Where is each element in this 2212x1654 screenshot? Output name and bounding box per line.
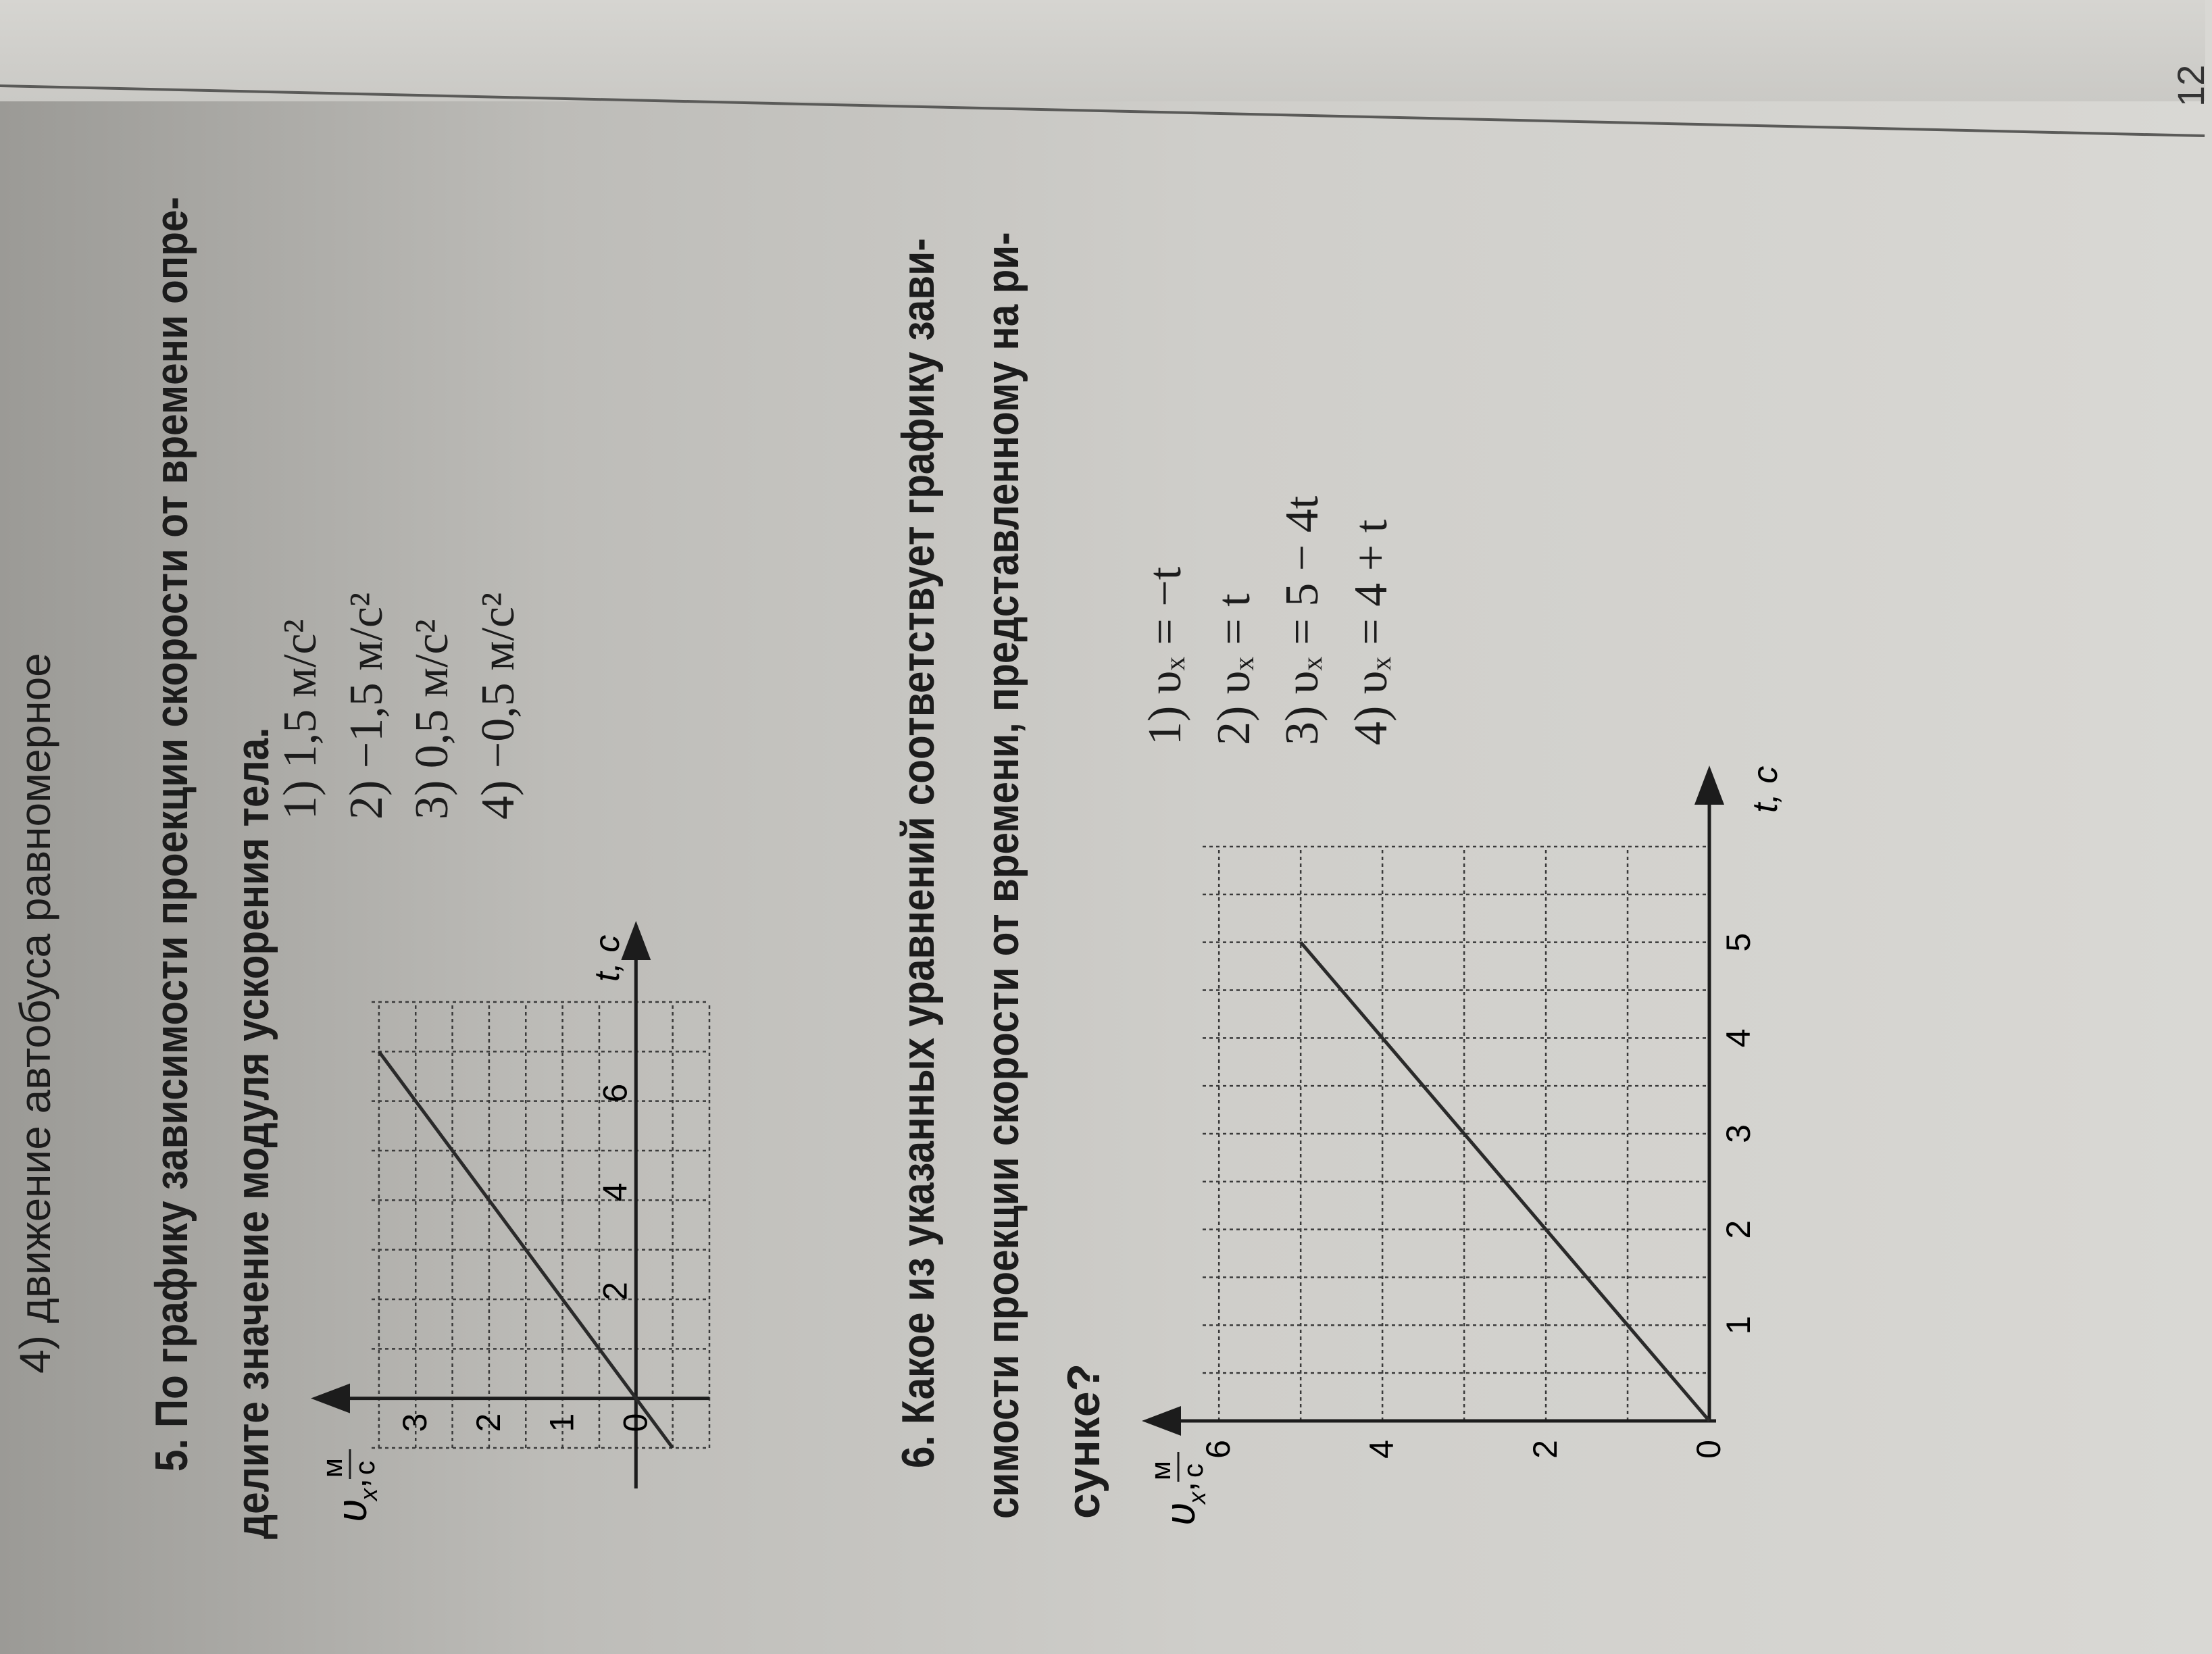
q5-x-label: t, с: [588, 934, 627, 982]
q5-x-tick-label: 6: [596, 1083, 634, 1103]
q6-y-label-var: υ: [1157, 1502, 1204, 1526]
q6-x-tick-label: 4: [1719, 1028, 1757, 1048]
page-number: 12: [2169, 64, 2212, 107]
q5-y-tick-label: 1: [543, 1413, 581, 1432]
q5-text-line2: делите значение модуля ускорения тела.: [227, 727, 278, 1539]
q5-text-line1: [146, 197, 197, 1472]
q6-y-label-sub: x: [1183, 1492, 1211, 1504]
q6-number: 6.: [893, 1435, 944, 1468]
q6-line1: Какое из указанных уравнений соответствует графику зави-: [893, 238, 944, 1424]
q6-x-tick-label: 1: [1719, 1315, 1757, 1335]
q6-series-line: [1301, 943, 1709, 1421]
q5-y-tick-label: 2: [469, 1413, 507, 1432]
q6-text-line2: симости проекции скорости от времени, представленному на ри-: [977, 232, 1028, 1519]
q6-x-tick-label: 2: [1719, 1220, 1757, 1239]
q6-text-line3: сунке?: [1058, 1363, 1109, 1519]
q6-option-1[interactable]: 1) υₓ = −t: [1139, 566, 1191, 745]
q6-y-label-num: м: [1145, 1461, 1176, 1480]
q5-y-tick-label: 3: [396, 1413, 434, 1432]
previous-option-text: 4) движение автобуса равномерное: [11, 653, 59, 1374]
q6-x-arrow: [1694, 766, 1724, 805]
q5-option-4[interactable]: 4) −0,5 м/с²: [472, 592, 524, 820]
q5-grid: [372, 1002, 709, 1448]
q6-x-tick-label: 3: [1719, 1124, 1757, 1143]
q5-y-label-num: м: [316, 1458, 348, 1478]
q5-y-arrow: [311, 1384, 350, 1413]
q6-x-tick-label: 5: [1719, 932, 1757, 952]
q5-y-label-sub: x: [355, 1488, 382, 1501]
q5-option-2[interactable]: 2) −1,5 м/с²: [341, 592, 393, 820]
q6-chart: [1115, 718, 1790, 1543]
q5-x-tick-label: 4: [596, 1182, 634, 1202]
q5-line1: По графику зависимости проекции скорости от времени опре-: [146, 197, 197, 1428]
q6-x-label: t, с: [1746, 766, 1785, 813]
q6-option-4[interactable]: 4) υₓ = 4 + t: [1345, 519, 1397, 745]
q5-option-1[interactable]: 1) 1,5 м/с²: [274, 619, 326, 820]
q5-option-3[interactable]: 3) 0,5 м/с²: [406, 619, 458, 820]
q5-number: 5.: [146, 1438, 197, 1472]
q6-y-tick-label: 4: [1363, 1440, 1401, 1459]
q6-text-line1: [893, 238, 944, 1468]
q6-y-tick-label: 0: [1690, 1440, 1728, 1459]
q5-y-label-den: с: [349, 1461, 380, 1475]
q6-option-2[interactable]: 2) υₓ = t: [1208, 593, 1260, 745]
q6-option-3[interactable]: 3) υₓ = 5 − 4t: [1276, 495, 1328, 745]
q6-y-arrow: [1142, 1406, 1181, 1436]
q5-x-tick-label: 2: [596, 1282, 634, 1301]
q5-chart: [291, 880, 899, 1543]
q5-y-label-comma: ,: [332, 1478, 374, 1488]
q5-y-tick-label: 0: [616, 1413, 655, 1432]
q6-grid: [1203, 847, 1709, 1421]
q6-y-label-comma: ,: [1160, 1481, 1203, 1492]
q6-y-label-den: с: [1177, 1463, 1209, 1478]
q6-y-tick-label: 6: [1199, 1440, 1238, 1459]
q6-y-tick-label: 2: [1526, 1440, 1565, 1459]
q5-y-label-var: υ: [329, 1499, 376, 1522]
